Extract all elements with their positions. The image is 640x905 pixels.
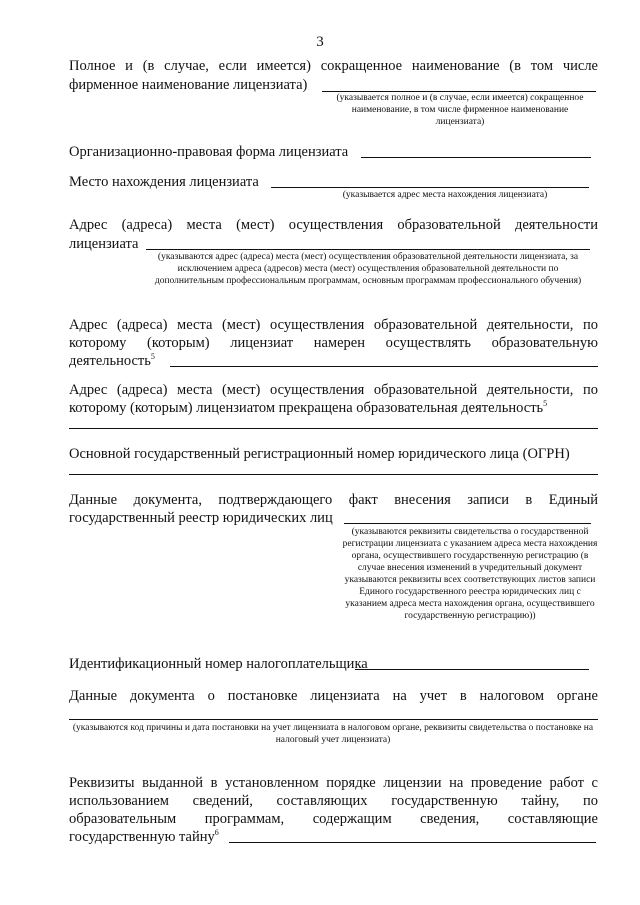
ogrn-field-line[interactable] — [69, 474, 598, 475]
planned-address-label-line2: которому (которым) лицензиат намерен осуществлять образовательную — [69, 335, 598, 351]
page-number: 3 — [316, 34, 324, 50]
tax-registration-field-line[interactable] — [69, 719, 598, 720]
terminated-address-label-line1: Адрес (адреса) места (мест) осуществления образовательной деятельности, по — [69, 382, 598, 398]
edu-address-field-line[interactable] — [146, 249, 590, 250]
edu-address-label-line2: лицензиата — [69, 236, 139, 252]
inn-label: Идентификационный номер налогоплательщика — [69, 656, 368, 672]
secret-license-label-line1: Реквизиты выданной в установленном порядке лицензии на проведение работ с — [69, 775, 598, 791]
egrul-doc-field-line[interactable] — [344, 523, 591, 524]
secret-license-label-line4: государственную тайну$^6$ — [69, 828, 219, 845]
edu-address-hint: (указываются адрес (адреса) места (мест) осуществления образовательной деятельности лицензиата, за исключением адреса (адресов) места (мест) осуществления образовательной деятельности по дополнительным профессиональным программам, основным программам профессионального обучения) — [154, 252, 582, 286]
tax-registration-label: Данные документа о постановке лицензиата на учет в налоговом органе — [69, 688, 598, 704]
planned-address-field-line[interactable] — [170, 366, 598, 367]
egrul-doc-label-line2: государственный реестр юридических лиц — [69, 510, 333, 526]
full-name-label-line1: Полное и (в случае, если имеется) сокращенное наименование (в том числе — [69, 58, 598, 74]
secret-license-label-line2: использованием сведений, составляющих государственную тайну, по — [69, 793, 598, 809]
terminated-address-label-line2: которому (которым) лицензиатом прекращена образовательная деятельность$^5$ — [69, 399, 548, 416]
location-field-line[interactable] — [271, 187, 589, 188]
secret-license-field-line[interactable] — [229, 842, 596, 843]
footnote-ref-5: 5 — [150, 352, 155, 362]
secret-license-label-line3: образовательным программам, содержащим сведения, составляющие — [69, 811, 598, 827]
planned-address-label-line3: деятельность$^5$ — [69, 352, 155, 369]
planned-address-label-line1: Адрес (адреса) места (мест) осуществления образовательной деятельности, по — [69, 317, 598, 333]
terminated-address-field-line[interactable] — [69, 428, 598, 429]
footnote-ref-6: 6 — [214, 828, 219, 838]
egrul-doc-label-line1: Данные документа, подтверждающего факт внесения записи в Единый — [69, 492, 598, 508]
location-hint: (указывается адрес места нахождения лицензиата) — [342, 190, 548, 200]
location-label: Место нахождения лицензиата — [69, 174, 259, 190]
ogrn-label: Основной государственный регистрационный номер юридического лица (ОГРН) — [69, 446, 570, 462]
legal-form-field-line[interactable] — [361, 157, 591, 158]
legal-form-label: Организационно-правовая форма лицензиата — [69, 144, 349, 160]
edu-address-label-line1: Адрес (адреса) места (мест) осуществления образовательной деятельности — [69, 217, 598, 233]
egrul-doc-hint: (указываются реквизиты свидетельства о государственной регистрации лицензиата с указанием адреса места нахождения органа, осуществившего государственную регистрацию (в случае внесения изменений в учредительный документ указываются реквизиты всех соответствующих листов записи Единого государственного реестра юридических лиц с указанием адреса места нахождения органа, осуществившего государственную регистрацию)) — [342, 527, 598, 621]
footnote-ref-5: 5 — [543, 399, 548, 409]
inn-field-line[interactable] — [355, 669, 589, 670]
full-name-label-line2: фирменное наименование лицензиата) — [69, 77, 308, 93]
tax-registration-hint: (указываются код причины и дата постановки на учет лицензиата в налоговом органе, реквизиты свидетельства о постановке на налоговый учет лицензиата) — [72, 723, 594, 745]
full-name-hint: (указывается полное и (в случае, если имеется) сокращенное наименование, в том числе фирменное наименование лицензиата) — [336, 93, 584, 127]
